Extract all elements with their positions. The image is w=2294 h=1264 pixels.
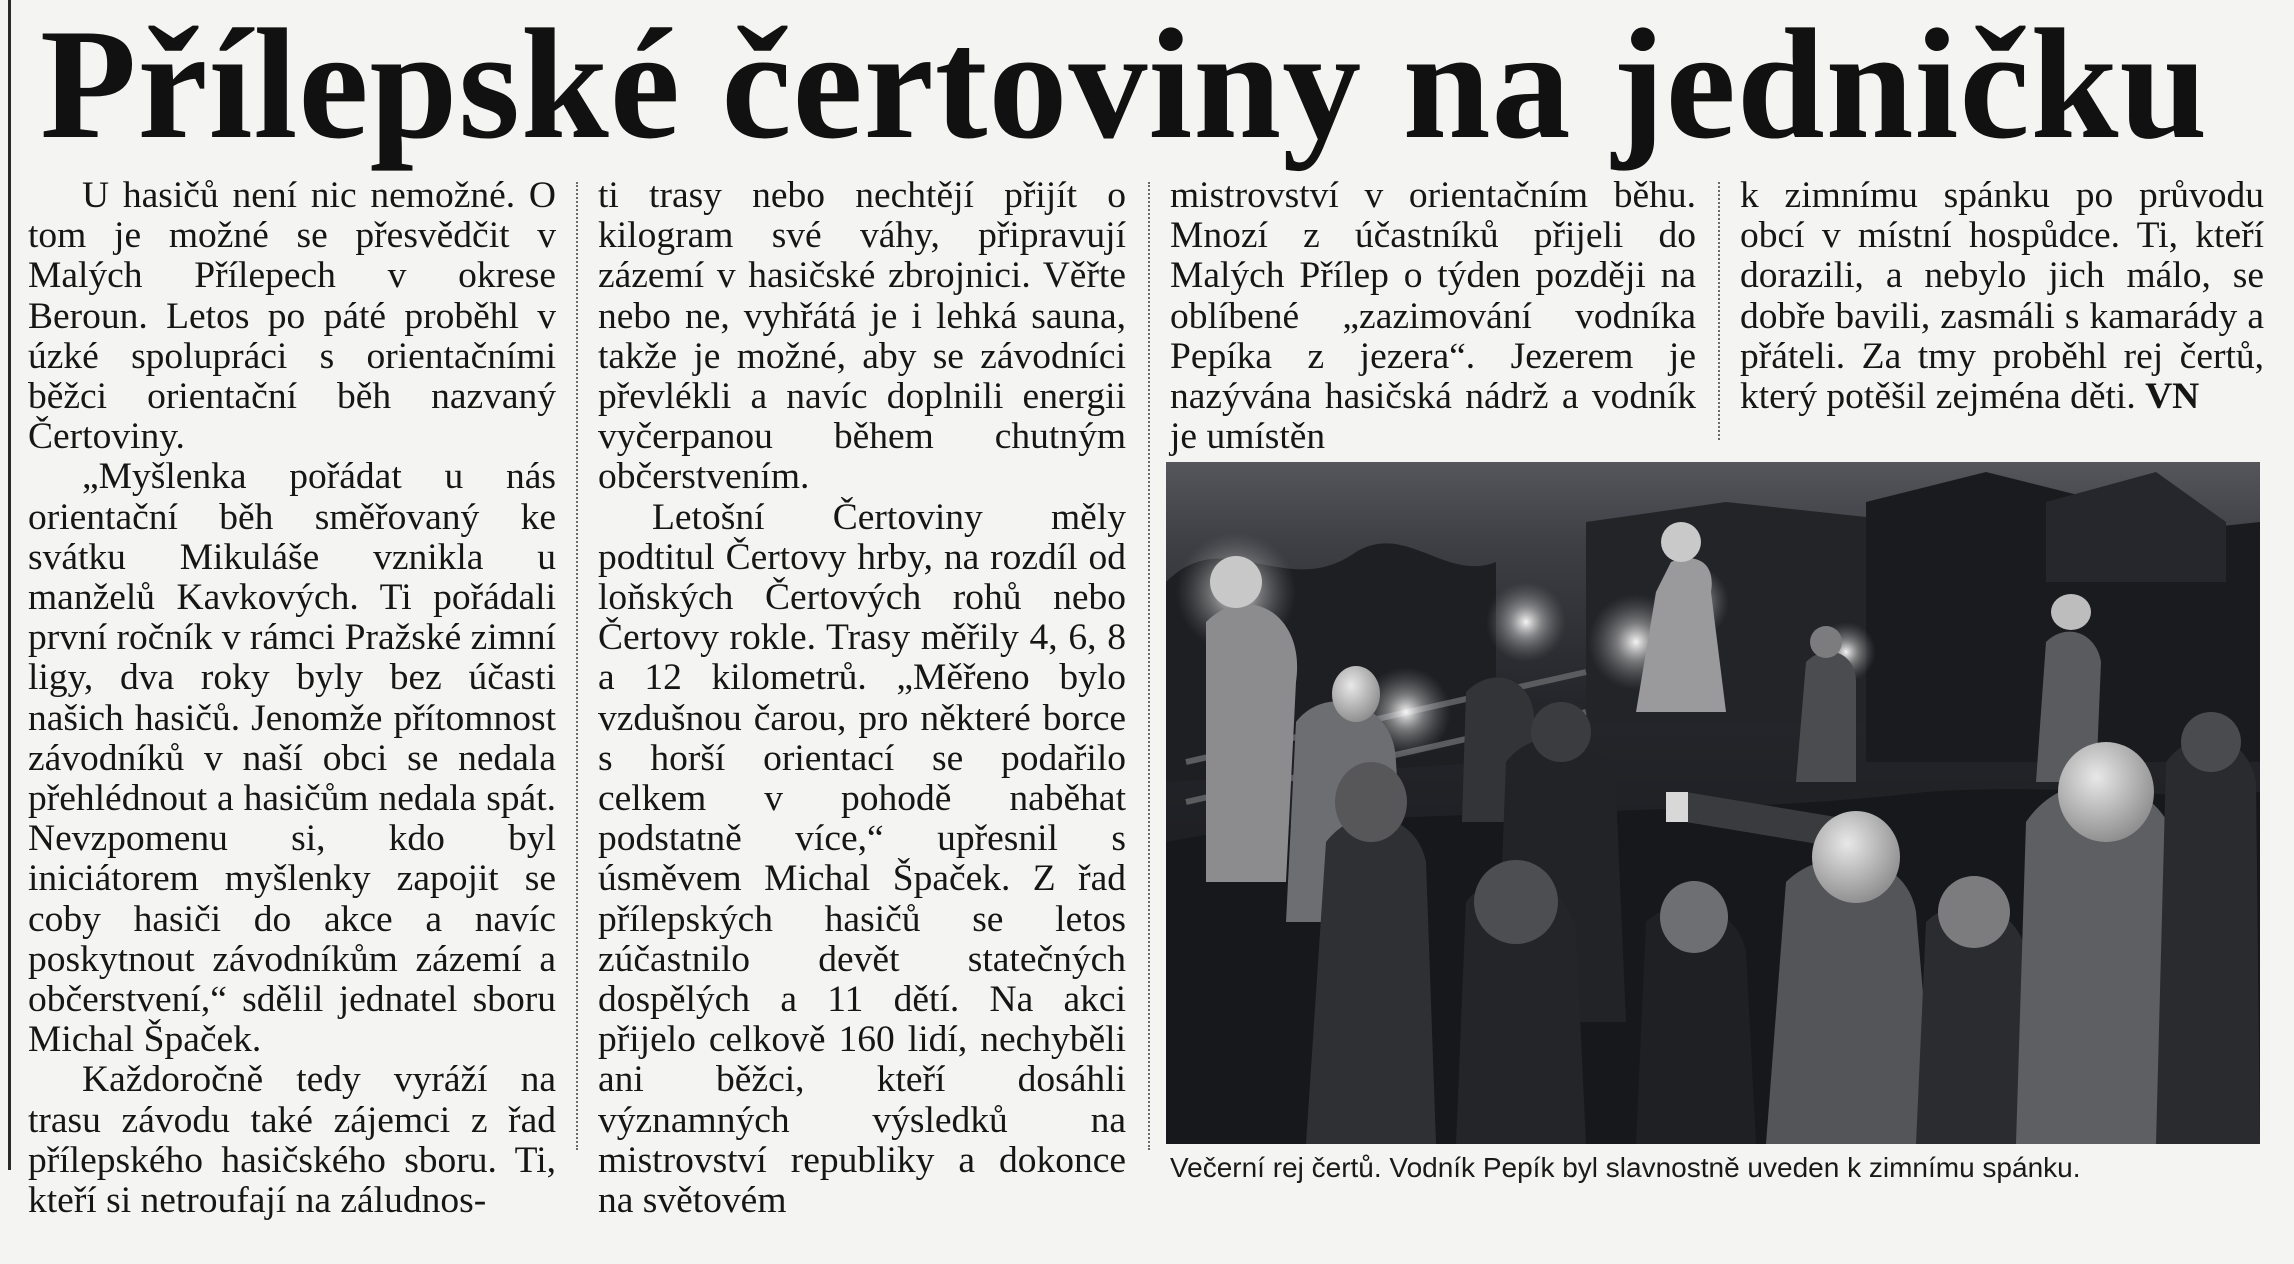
photo-caption: Večerní rej čertů. Vodník Pepík byl slavnostně uveden k zimnímu spánku. <box>1170 1152 2081 1183</box>
paragraph: Letošní Čertoviny měly podtitul Čertovy hrby, na rozdíl od loňských Čertových rohů nebo Čertovy rokle. Trasy měřily 4, 6, 8 a 12 kilometrů. „Měřeno bylo vzdušnou čarou, pro některé borce s horší orientací se podařilo celkem v pohodě naběhat podstatně více,“ upřesnil s úsměvem Michal Špaček. Z řad přílepských hasičů se letos zúčastnilo devět statečných dospělých a 11 dětí. Na akci přijelo celkově 160 lidí, nechyběli ani běžci, kteří dosáhli významných výsledků na mistrovství republiky a dokonce na světovém <box>598 496 1126 1222</box>
paragraph: ti trasy nebo nechtějí přijít o kilogram své váhy, připravují zázemí v hasičské zbrojnici. Věřte nebo ne, vyhřátá je i lehká sauna, takže je možné, aby se závodníci převlékli a navíc doplnili energii vyčerpanou během chutným občerstvením. <box>598 175 1126 498</box>
article-column-2 <box>598 176 1126 1221</box>
paragraph: mistrovství v orientačním běhu. Mnozí z účastníků přijeli do Malých Přílep o týden později na oblíbené „zazimování vodníka Pepíka z jezera“. Jezerem je nazývána hasičská nádrž a vodník je umístěn <box>1170 175 1696 458</box>
article-column-1 <box>28 176 556 1221</box>
column-divider <box>1148 182 1150 1150</box>
paragraph: „Myšlenka pořádat u nás orientační běh směřovaný ke svátku Mikuláše vznikla u manželů Kavkových. Ti pořádali první ročník v rámci Pražské zimní ligy, dva roky byly bez účasti našich hasičů. Jenomže přítomnost závodníků v naší obci se nedala přehlédnout a hasičům nedala spát. Nevzpomenu si, kdo byl iniciátorem myšlenky zapojit se coby hasiči do akce a navíc poskytnout závodníkům zázemí a občerstvení,“ sdělil jednatel sboru Michal Špaček. <box>28 456 556 1061</box>
author-signature: VN <box>2145 376 2200 418</box>
night-event-photo <box>1166 462 2260 1144</box>
headline: Přílepské čertoviny na jedničku <box>40 0 2209 172</box>
column-divider <box>576 182 578 1150</box>
paragraph <box>1740 176 2264 417</box>
paragraph-text: k zimnímu spánku po průvodu obcí v místní hospůdce. Ti, kteří dorazili, a nebylo jich málo, se dobře bavili, zasmáli s kamarády a přáteli. Za tmy proběhl rej čertů, který potěšil zejména děti. <box>1740 175 2264 418</box>
article-column-4 <box>1740 176 2264 417</box>
article-photo <box>1166 462 2260 1144</box>
article-column-3 <box>1170 176 1696 457</box>
paragraph: U hasičů není nic nemožné. O tom je možné se přesvědčit v Malých Přílepech v okrese Beroun. Letos po páté proběhl v úzké spolupráci s orientačními běžci orientační běh nazvaný Čertoviny. <box>28 175 556 458</box>
page-edge-rule <box>8 0 11 1170</box>
paragraph: Každoročně tedy vyráží na trasu závodu také zájemci z řad přílepského hasičského sboru. Ti, kteří si netroufají na záludnos- <box>28 1059 556 1222</box>
column-divider <box>1718 182 1720 440</box>
